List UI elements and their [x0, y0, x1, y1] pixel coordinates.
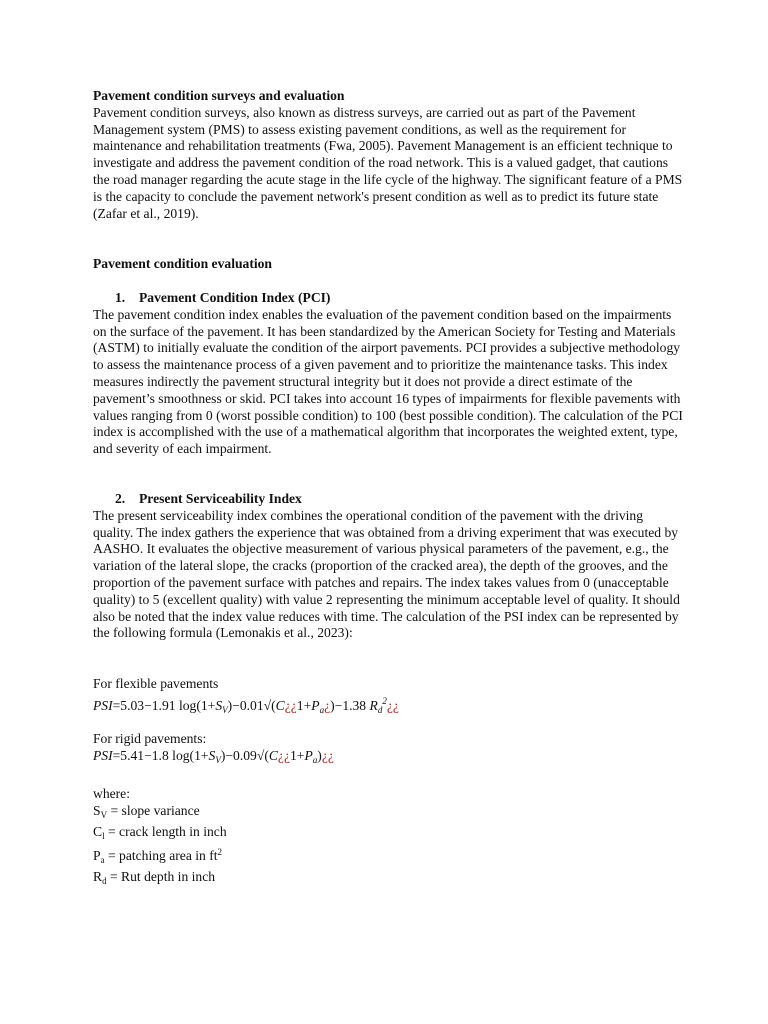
symbol-sub: l	[102, 830, 105, 841]
formula-log: log	[172, 747, 190, 763]
formula-paren: (	[264, 747, 269, 763]
formula-sv-sub: V	[215, 754, 221, 765]
formula-paren: )	[220, 747, 226, 763]
symbol-def: = slope variance	[107, 802, 200, 818]
surveys-section	[93, 88, 683, 222]
formula-sv: S	[208, 747, 216, 763]
definition-pa	[93, 844, 683, 869]
psi-number: 2.	[115, 491, 126, 506]
flexible-formula	[93, 693, 683, 719]
formula-paren: (	[271, 697, 276, 713]
formula-coef: −0.01	[232, 697, 264, 713]
intro-paragraph: Pavement condition surveys, also known as distress surveys, are carried out as part of the Pavement Management system (PMS) to assess existing pavement conditions, as well as the requirement for maintenance and rehabilitation treatments (Fwa, 2005). Pavement Management is an efficient technique to investigate and address the pavement condition of the road network. This is a valued gadget, that cautions the road manager regarding the acute stage in the life cycle of the highway. The significant feature of a PMS is the capacity to conclude the pavement network's present condition as well as to predict its future state (Zafar et al., 2019).	[93, 104, 683, 221]
symbol-def: = crack length in inch	[104, 823, 227, 839]
formula-sv-sub: V	[222, 704, 228, 715]
formula-paren: (1+	[189, 747, 209, 763]
psi-heading	[93, 491, 683, 508]
symbol-def: = Rut depth in inch	[106, 869, 216, 885]
placeholder-glyph: ¿	[324, 697, 331, 713]
psi-paragraph: The present serviceability index combines the operational condition of the pavement with the driving quality. The index gathers the experience that was obtained from a driving experiment that was executed by AASHO. It evaluates the objective measurement of various physical parameters of the pavement, e.g., the variation of the lateral slope, the cracks (proportion of the cracked area), the depth of the grooves, and the proportion of the pavement surface with patches and repairs. The index takes values from 0 (unacceptable quality) to 5 (excellent quality) with value 2 representing the minimum acceptable level of quality. It should also be noted that the index value reduces with time. The calculation of the PSI index can be represented by the following formula (Lemonakis et al., 2023):	[93, 507, 680, 641]
formula-c: C	[268, 747, 278, 763]
formula-lhs: PSI	[93, 697, 113, 713]
pci-heading-text: Pavement Condition Index (PCI)	[139, 290, 331, 305]
symbol-base: R	[93, 869, 103, 885]
formula-c: C	[275, 697, 285, 713]
symbol-base: P	[93, 848, 101, 864]
symbol-def: = patching area in ft	[104, 848, 218, 864]
definition-rd	[93, 869, 683, 890]
where-label: where:	[93, 786, 130, 801]
formula-paren: (1+	[196, 697, 216, 713]
definition-sv	[93, 803, 683, 824]
formula-pa: P	[311, 697, 320, 713]
placeholder-glyph: ¿¿	[321, 747, 334, 763]
formula-rd-sub: d	[377, 704, 383, 715]
evaluation-title: Pavement condition evaluation	[93, 256, 272, 271]
pci-heading	[93, 290, 683, 307]
symbol-sub: V	[100, 809, 108, 820]
formula-one-plus: 1+	[290, 747, 305, 763]
formula-log: log	[178, 697, 197, 713]
rigid-formula	[93, 748, 683, 769]
formula-tail: )	[317, 747, 322, 763]
formula-constants: =5.03−1.91	[112, 697, 176, 713]
formula-rd-sup: 2	[382, 695, 387, 706]
sqrt-symbol: √	[263, 697, 272, 713]
symbol-base: C	[93, 823, 103, 839]
symbol-sub: d	[102, 876, 107, 887]
placeholder-glyph: ¿¿	[277, 747, 290, 763]
pci-item	[93, 290, 683, 458]
definition-cl	[93, 824, 683, 845]
evaluation-section	[93, 256, 683, 273]
flexible-formula-block	[93, 676, 683, 719]
formula-constants: =5.41−1.8	[112, 747, 169, 763]
formula-rd: R	[369, 697, 378, 713]
rigid-formula-block	[93, 731, 683, 769]
psi-heading-text: Present Serviceability Index	[139, 491, 302, 506]
formula-lhs: PSI	[93, 747, 113, 763]
rigid-label: For rigid pavements:	[93, 731, 207, 746]
symbol-definitions	[93, 786, 683, 890]
section-title: Pavement condition surveys and evaluation	[93, 88, 345, 103]
symbol-sup: 2	[217, 847, 223, 858]
formula-paren: )	[227, 697, 233, 713]
formula-pa: P	[304, 747, 313, 763]
symbol-base: S	[93, 802, 101, 818]
formula-one-plus: 1+	[296, 697, 312, 713]
placeholder-glyph: ¿¿	[386, 697, 399, 713]
formula-tail: )−1.38	[330, 697, 367, 713]
flexible-label: For flexible pavements	[93, 676, 219, 691]
placeholder-glyph: ¿¿	[284, 697, 297, 713]
psi-item	[93, 491, 683, 642]
formula-sv: S	[215, 697, 223, 713]
sqrt-symbol: √	[256, 747, 265, 763]
formula-pa-sub: a	[312, 754, 318, 765]
pci-paragraph: The pavement condition index enables the evaluation of the pavement condition based on the impairments on the surface of the pavement. It has been standardized by the American Society for Testing and Materials (ASTM) to initially evaluate the condition of the airport pavements. PCI provides a subjective methodology to assess the maintenance process of a given pavement and to prioritize the maintenance tasks. This index measures indirectly the pavement structural integrity but it does not provide a direct estimate of the pavement’s smoothness or skid. PCI takes into account 16 types of impairments for flexible pavements with values ranging from 0 (worst possible condition) to 100 (best possible condition). The calculation of the PCI index is accomplished with the use of a mathematical algorithm that incorporates the weighted extent, type, and severity of each impairment.	[93, 306, 683, 457]
pci-number: 1.	[115, 290, 126, 305]
formula-coef: −0.09	[225, 747, 257, 763]
symbol-sub: a	[100, 855, 105, 866]
formula-pa-sub: a	[319, 704, 325, 715]
